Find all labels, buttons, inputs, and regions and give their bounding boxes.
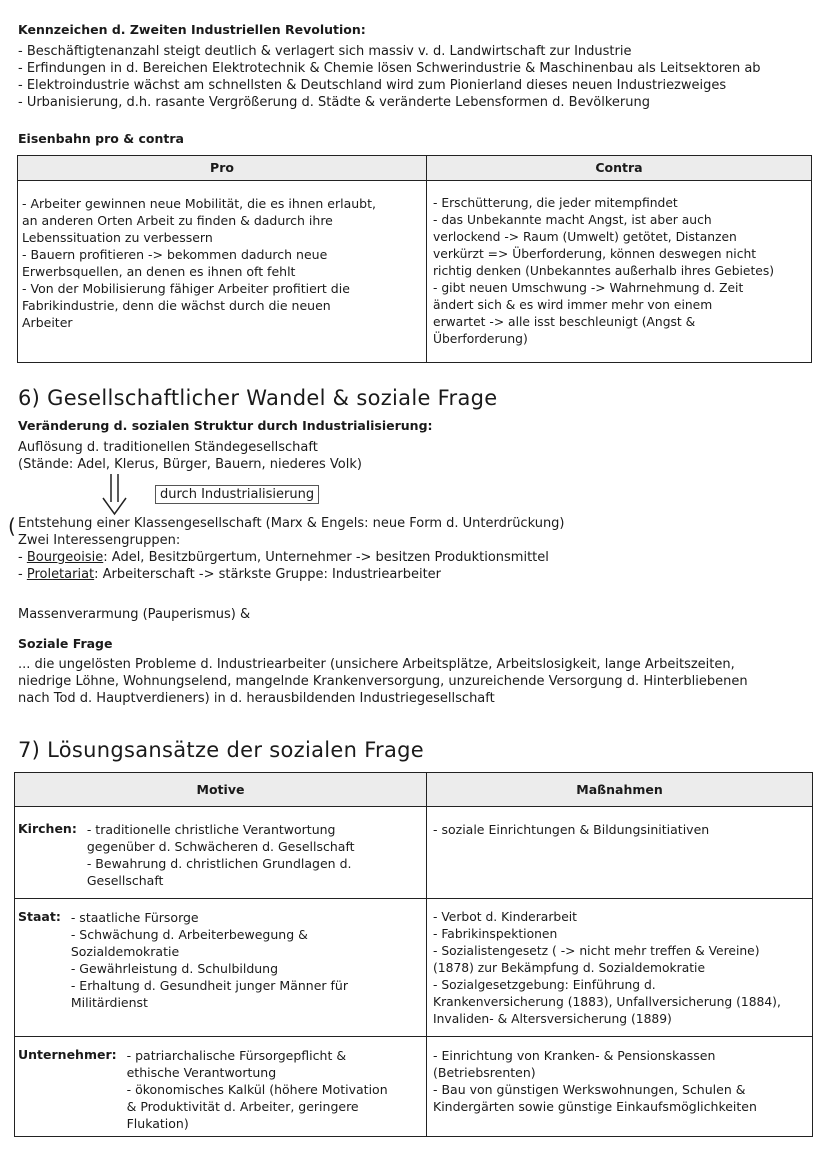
kennzeichen-item: - Beschäftigtenanzahl steigt deutlich & verlagert sich massiv v. d. Landwirtschaft zur Industrie [18,44,632,59]
motive-line: & Produktivität d. Arbeiter, geringere [126,1099,359,1114]
loesungen-table [14,772,813,1137]
bourgeoisie-term: Bourgeoisie [26,550,104,565]
kirchen-motive-lines [87,821,355,889]
unternehmer-label: Unternehmer: [18,1047,117,1062]
contra-line: erwartet -> alle isst beschleunigt (Angst & [433,315,696,329]
motive-line: Flukation) [126,1116,189,1131]
kennzeichen-list [18,43,818,111]
massnahme-line: Krankenversicherung (1883), Unfallversicherung (1884), [433,995,781,1009]
pro-line: Erwerbsquellen, an denen es ihnen oft fehlt [22,264,296,279]
contra-lines [433,195,809,348]
massnahme-line: Kindergärten sowie günstige Einkaufsmöglichkeiten [433,1099,757,1114]
staat-motive-lines [71,909,348,1011]
staat-motive [18,909,424,1011]
eisenbahn-title: Eisenbahn pro & contra [18,131,184,146]
kennzeichen-item: - Elektroindustrie wächst am schnellsten & Deutschland wird zum Pionierland dieses neuen Industriezweiges [18,78,727,93]
contra-cell [427,181,812,363]
motive-line: Gesellschaft [86,873,164,888]
massenverarmung-text: Massenverarmung (Pauperismus) & [18,607,251,622]
bourgeoisie-line [18,549,549,566]
unternehmer-motive-lines [127,1047,388,1132]
contra-line: verlockend -> Raum (Umwelt) getötet, Distanzen [433,230,737,244]
unternehmer-massnahmen-cell [427,1037,813,1137]
soziale-frage-line: ... die ungelösten Probleme d. Industriearbeiter (unsichere Arbeitsplätze, Arbeitslosigkeit, lange Arbeitszeiten, [18,657,735,672]
aufloesung-line: Auflösung d. traditionellen Ständegesellschaft [18,440,318,455]
motive-line: - staatliche Fürsorge [70,910,199,925]
pro-line: Lebenssituation zu verbessern [22,230,213,245]
massnahme-line: - Einrichtung von Kranken- & Pensionskassen [433,1048,716,1063]
kirchen-motive-cell [15,807,427,899]
pro-line: - Von der Mobilisierung fähiger Arbeiter profitiert die [22,281,350,296]
contra-line: - das Unbekannte macht Angst, ist aber auch [433,213,712,227]
kirchen-label: Kirchen: [18,821,77,836]
kennzeichen-item: - Urbanisierung, d.h. rasante Vergrößerung d. Städte & veränderte Lebensformen d. Bevölkerung [18,95,650,110]
kennzeichen-item: - Erfindungen in d. Bereichen Elektrotechnik & Chemie lösen Schwerindustrie & Maschinenbau als Leitsektoren ab [18,61,761,76]
pro-lines [22,195,422,331]
motive-line: Militärdienst [70,995,148,1010]
motive-line: Sozialdemokratie [70,944,180,959]
massnahmen-header: Maßnahmen [427,773,813,807]
aufloesung-text [18,439,362,473]
soziale-frage-line: niedrige Löhne, Wohnungselend, mangelnde Krankenversorgung, unzureichende Versorgung d. Hinterbliebenen [18,674,748,689]
eisenbahn-table [17,155,812,363]
contra-line: - Erschütterung, die jeder mitempfindet [433,196,678,210]
kennzeichen-title: Kennzeichen d. Zweiten Industriellen Revolution: [18,22,366,37]
pro-header: Pro [18,156,427,181]
motive-header: Motive [15,773,427,807]
proletariat-term: Proletariat [26,567,95,582]
pro-line: Fabrikindustrie, denn die wächst durch die neuen [22,298,331,313]
pro-line: an anderen Orten Arbeit zu finden & dadurch ihre [22,213,333,228]
staat-motive-cell [15,899,427,1037]
motive-line: gegenüber d. Schwächeren d. Gesellschaft [86,839,355,854]
contra-line: richtig denken (Unbekanntes außerhalb ihres Gebietes) [433,264,775,278]
soziale-frage-text [18,656,748,707]
kirchen-massnahmen-cell [427,807,813,899]
bullet-dash: - [18,550,27,565]
soziale-frage-title: Soziale Frage [18,636,113,651]
bourgeoisie-desc: : Adel, Besitzbürgertum, Unternehmer -> besitzen Produktionsmittel [103,550,549,565]
zwei-gruppen-text: Zwei Interessengruppen: [18,533,181,548]
motive-line: - Schwächung d. Arbeiterbewegung & [70,927,308,942]
motive-line: ethische Verantwortung [126,1065,277,1080]
entstehung-text: Entstehung einer Klassengesellschaft (Marx & Engels: neue Form d. Unterdrückung) [18,516,565,531]
pro-cell [18,181,427,363]
section7-title: 7) Lösungsansätze der sozialen Frage [18,738,424,762]
staat-massnahmen-cell [427,899,813,1037]
motive-line: - patriarchalische Fürsorgepflicht & [126,1048,347,1063]
unternehmer-motive [18,1047,424,1132]
massnahme-line: - Bau von günstigen Werkswohnungen, Schulen & [433,1082,746,1097]
contra-line: ändert sich & es wird immer mehr von einem [433,298,713,312]
brace-icon: ( [8,514,16,538]
section6-subtitle: Veränderung d. sozialen Struktur durch Industrialisierung: [18,418,433,433]
massnahme-line: - Fabrikinspektionen [433,927,558,941]
contra-line: verkürzt => Überforderung, können deswegen nicht [433,247,757,261]
proletariat-desc: : Arbeiterschaft -> stärkste Gruppe: Industriearbeiter [94,567,442,582]
pro-line: - Arbeiter gewinnen neue Mobilität, die es ihnen erlaubt, [22,196,376,211]
kirchen-massnahmen-lines [433,821,810,838]
contra-line: - gibt neuen Umschwung -> Wahrnehmung d. Zeit [433,281,744,295]
massnahme-line: (1878) zur Bekämpfung d. Sozialdemokratie [433,961,706,975]
motive-line: - Erhaltung d. Gesundheit junger Männer für [70,978,348,993]
unternehmer-motive-cell [15,1037,427,1137]
double-down-arrow-icon [100,474,130,516]
massnahme-line: - Sozialgesetzgebung: Einführung d. [433,978,656,992]
motive-line: - Bewahrung d. christlichen Grundlagen d. [86,856,352,871]
massnahme-line: Invaliden- & Altersversicherung (1889) [433,1012,672,1026]
kirchen-motive [18,821,424,889]
aufloesung-line: (Stände: Adel, Klerus, Bürger, Bauern, niederes Volk) [18,457,362,472]
motive-line: - traditionelle christliche Verantwortung [86,822,336,837]
staat-massnahmen-lines [433,909,810,1028]
motive-line: - Gewährleistung d. Schulbildung [70,961,279,976]
pro-line: - Bauern profitieren -> bekommen dadurch neue [22,247,328,262]
industrialisierung-box: durch Industrialisierung [155,485,319,504]
section6-title: 6) Gesellschaftlicher Wandel & soziale Frage [18,386,498,410]
contra-line: Überforderung) [433,332,528,346]
bullet-dash: - [18,567,27,582]
staat-label: Staat: [18,909,61,924]
massnahme-line: - soziale Einrichtungen & Bildungsinitiativen [433,822,710,837]
proletariat-line [18,566,441,583]
massnahme-line: (Betriebsrenten) [433,1065,536,1080]
unternehmer-massnahmen-lines [433,1047,810,1115]
pro-line: Arbeiter [22,315,73,330]
soziale-frage-line: nach Tod d. Hauptverdieners) in d. herausbildenden Industriegesellschaft [18,691,495,706]
massnahme-line: - Verbot d. Kinderarbeit [433,910,578,924]
contra-header: Contra [427,156,812,181]
massnahme-line: - Sozialistengesetz ( -> nicht mehr treffen & Vereine) [433,944,760,958]
motive-line: - ökonomisches Kalkül (höhere Motivation [126,1082,388,1097]
